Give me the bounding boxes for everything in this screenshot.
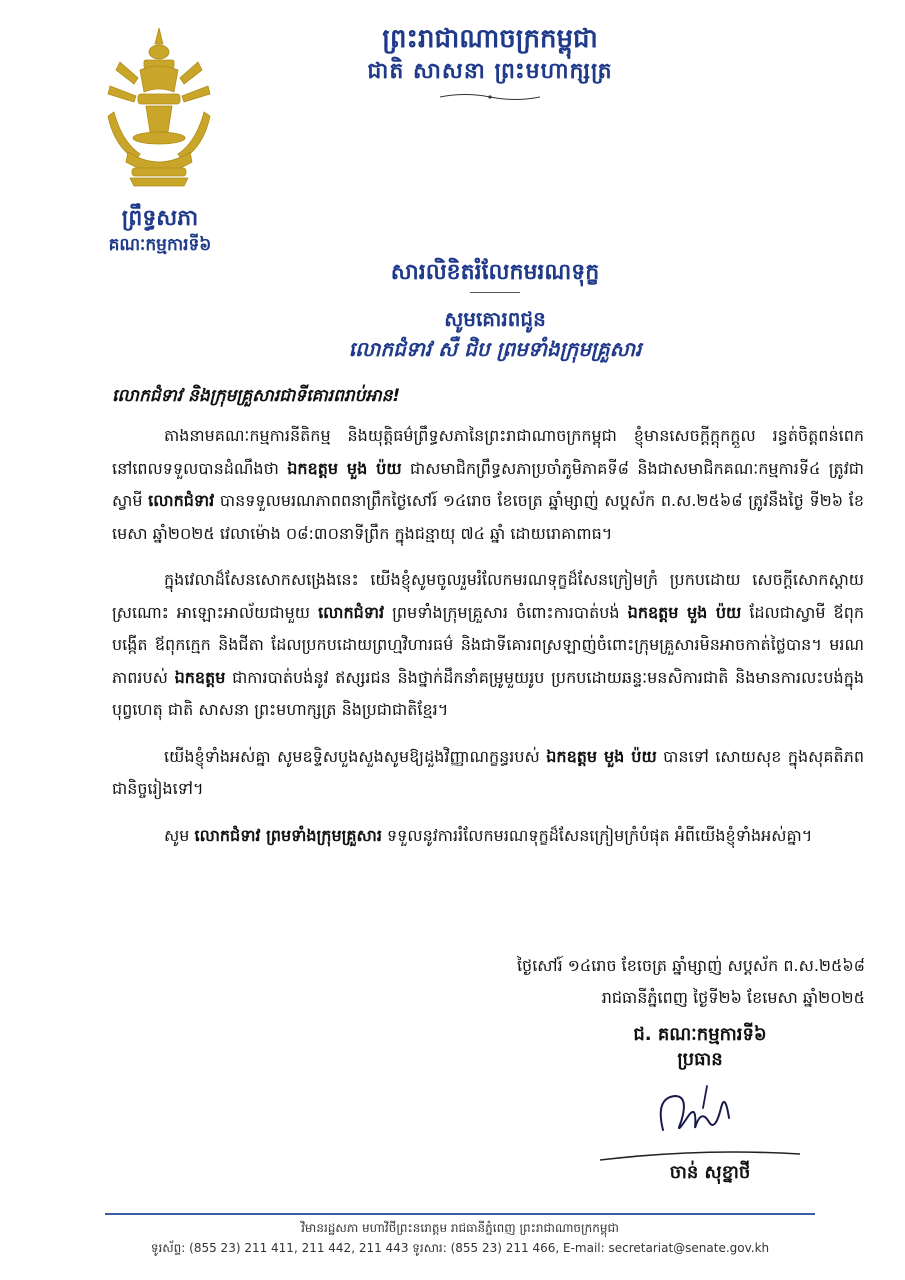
text-run: ដែលជាស្វាមី ឪពុកបង្កើត ឪពុកក្មេក និងជីតា ដែលប្រកបដោយព្រហ្មវិហារធម៌ និងជាទីគោរពស្រឡាញ់ចំពោះក្រុមគ្រួសារមិនអាចកាត់ថ្លៃបាន។ មរណភាពរបស់ <box>112 602 865 687</box>
bold-name: ឯកឧត្តម មួង ប៉យ <box>546 746 657 766</box>
lunar-date: ថ្ងៃសៅរ៍ ១៤រោច ខែចេត្រ ឆ្នាំម្សាញ់ សប្តស័ក ព.ស.២៥៦៨ <box>516 956 865 975</box>
bold-name: ឯកឧត្តម មួង ប៉យ <box>287 458 402 478</box>
senate-emblem-icon <box>100 22 218 190</box>
letter-body <box>112 420 864 866</box>
text-run: បានទទួលមរណភាពពនាព្រឹកថ្ងៃសៅរ៍ ១៤រោច ខែចេត្រ ឆ្នាំម្សាញ់ សប្តស័ក ព.ស.២៥៦៨ ត្រូវនឹងថ្ងៃ ទី២៦ ខែមេសា ឆ្នាំ២០២៥ វេលាម៉ោង ០៨:៣០នាទីព្រឹក ក្នុងជន្មាយុ ៧៤ ឆ្នាំ ដោយរោគាពាធ។ <box>112 491 864 543</box>
paragraph-4 <box>112 820 864 853</box>
footer-divider <box>105 1213 815 1215</box>
footer-address: វិមានរដ្ឋសភា មហាវិថីព្រះនរោត្តម រាជធានីភ្នំពេញ ព្រះរាជាណាចក្រកម្ពុជា <box>301 1221 619 1235</box>
date-block <box>410 950 865 1014</box>
recipient-line-2: លោកជំទាវ សឺ ជិប ព្រមទាំងក្រុមគ្រួសារ <box>348 337 642 361</box>
text-run: ទទួលនូវការរំលែកមរណទុក្ខដ៏សែនក្រៀមក្រំបំផុត អំពីយើងខ្ញុំទាំងអស់គ្នា។ <box>381 825 813 845</box>
handwritten-signature-icon <box>645 1078 755 1148</box>
text-run: តាងនាមគណៈកម្មការនីតិកម្ម និងយុត្តិធម៌ព្រឹទ្ធសភានៃព្រះរាជាណាចក្រកម្ពុជា ខ្ញុំមានសេចក្តីក្តុកក្តួល រន្ធត់ចិត្តពន់ពេក នៅពេលទទួលបានដំណឹងថា <box>112 426 864 478</box>
org-name: ព្រឹទ្ធសភា <box>121 206 199 231</box>
text-run: ព្រមទាំងក្រុមគ្រួសារ ចំពោះការបាត់បង់ <box>384 602 628 622</box>
signer-name: ចាន់ សុខ្នាថី <box>669 1162 751 1183</box>
bold-name: លោកជំទាវ <box>148 491 215 510</box>
text-run: បានទៅ សោយសុខ ក្នុងសុគតិភពជានិច្ចរៀងទៅ។ <box>112 746 865 798</box>
bold-name: ឯកឧត្តម មួង ប៉យ <box>627 602 742 622</box>
solar-date: រាជធានីភ្នំពេញ ថ្ងៃទី២៦ ខែមេសា ឆ្នាំ២០២៥ <box>601 988 865 1007</box>
document-title: សារលិខិតរំលែកមរណទុក្ខ <box>390 260 600 285</box>
signature-block <box>580 1022 820 1072</box>
recipient-block <box>200 304 790 364</box>
footer <box>105 1218 815 1258</box>
bold-name: លោកជំទាវ ព្រមទាំងក្រុមគ្រួសារ <box>194 825 382 845</box>
bold-name: ឯកឧត្តម <box>174 667 226 687</box>
salutation: លោកជំទាវ និងក្រុមគ្រួសារជាទីគោរពរាប់អាន! <box>112 386 401 406</box>
org-subtitle: គណៈកម្មការទី៦ <box>108 234 212 255</box>
text-run: សូម <box>164 825 195 845</box>
ornament-divider-icon <box>440 92 540 102</box>
kingdom-header <box>300 22 680 87</box>
text-run: យើងខ្ញុំទាំងអស់គ្នា សូមឧទ្ទិសបួងសួងសូមឱ្យដួងវិញ្ញាណក្ខន្ធរបស់ <box>164 746 547 766</box>
paragraph-3 <box>112 741 864 806</box>
footer-contact: ទូរស័ព្ទ: (855 23) 211 411, 211 442, 211 443 ទូរសារ: (855 23) 211 466, E-mail: secretariat@senate.gov.kh <box>150 1241 770 1255</box>
text-run: ក្នុងវេលាដ៏សែនសោកសង្រេងនេះ យើងខ្ញុំសូមចូលរួមរំលែកមរណទុក្ខដ៏សែនក្រៀមក្រំ ប្រកបដោយ សេចក្តីសោកស្តាយ ស្រណោះ អាឡោះអាល័យជាមួយ <box>112 570 864 622</box>
text-run: ជាសមាជិកព្រឹទ្ធសភាប្រចាំភូមិភាគទី៨ និងជាសមាជិកគណៈកម្មការទី៤ ត្រូវជាស្វាមី <box>112 458 865 510</box>
text-run: ជាការបាត់បង់នូវ ឥស្សរជន និងថ្នាក់ដឹកនាំគម្រូមួយរូប ប្រកបដោយឆន្ទៈមនសិការជាតិ និងមានការលះបង់ក្នុងបុព្វហេតុ ជាតិ សាសនា ព្រះមហាក្សត្រ និងប្រជាជាតិខ្មែរ។ <box>112 667 865 719</box>
kingdom-title: ព្រះរាជាណាចក្រកម្ពុជា <box>382 24 598 54</box>
paragraph-2 <box>112 564 864 727</box>
sign-role: ជ. គណៈកម្មការទី៦ <box>633 1024 767 1045</box>
title-underline <box>470 292 520 293</box>
recipient-line-1: សូមគោរពជូន <box>444 307 546 331</box>
sign-title: ប្រធាន <box>677 1049 723 1071</box>
kingdom-motto: ជាតិ សាសនា ព្រះមហាក្សត្រ <box>367 59 613 85</box>
bold-name: លោកជំទាវ <box>318 602 385 622</box>
org-block <box>60 205 260 256</box>
paragraph-1 <box>112 420 864 550</box>
